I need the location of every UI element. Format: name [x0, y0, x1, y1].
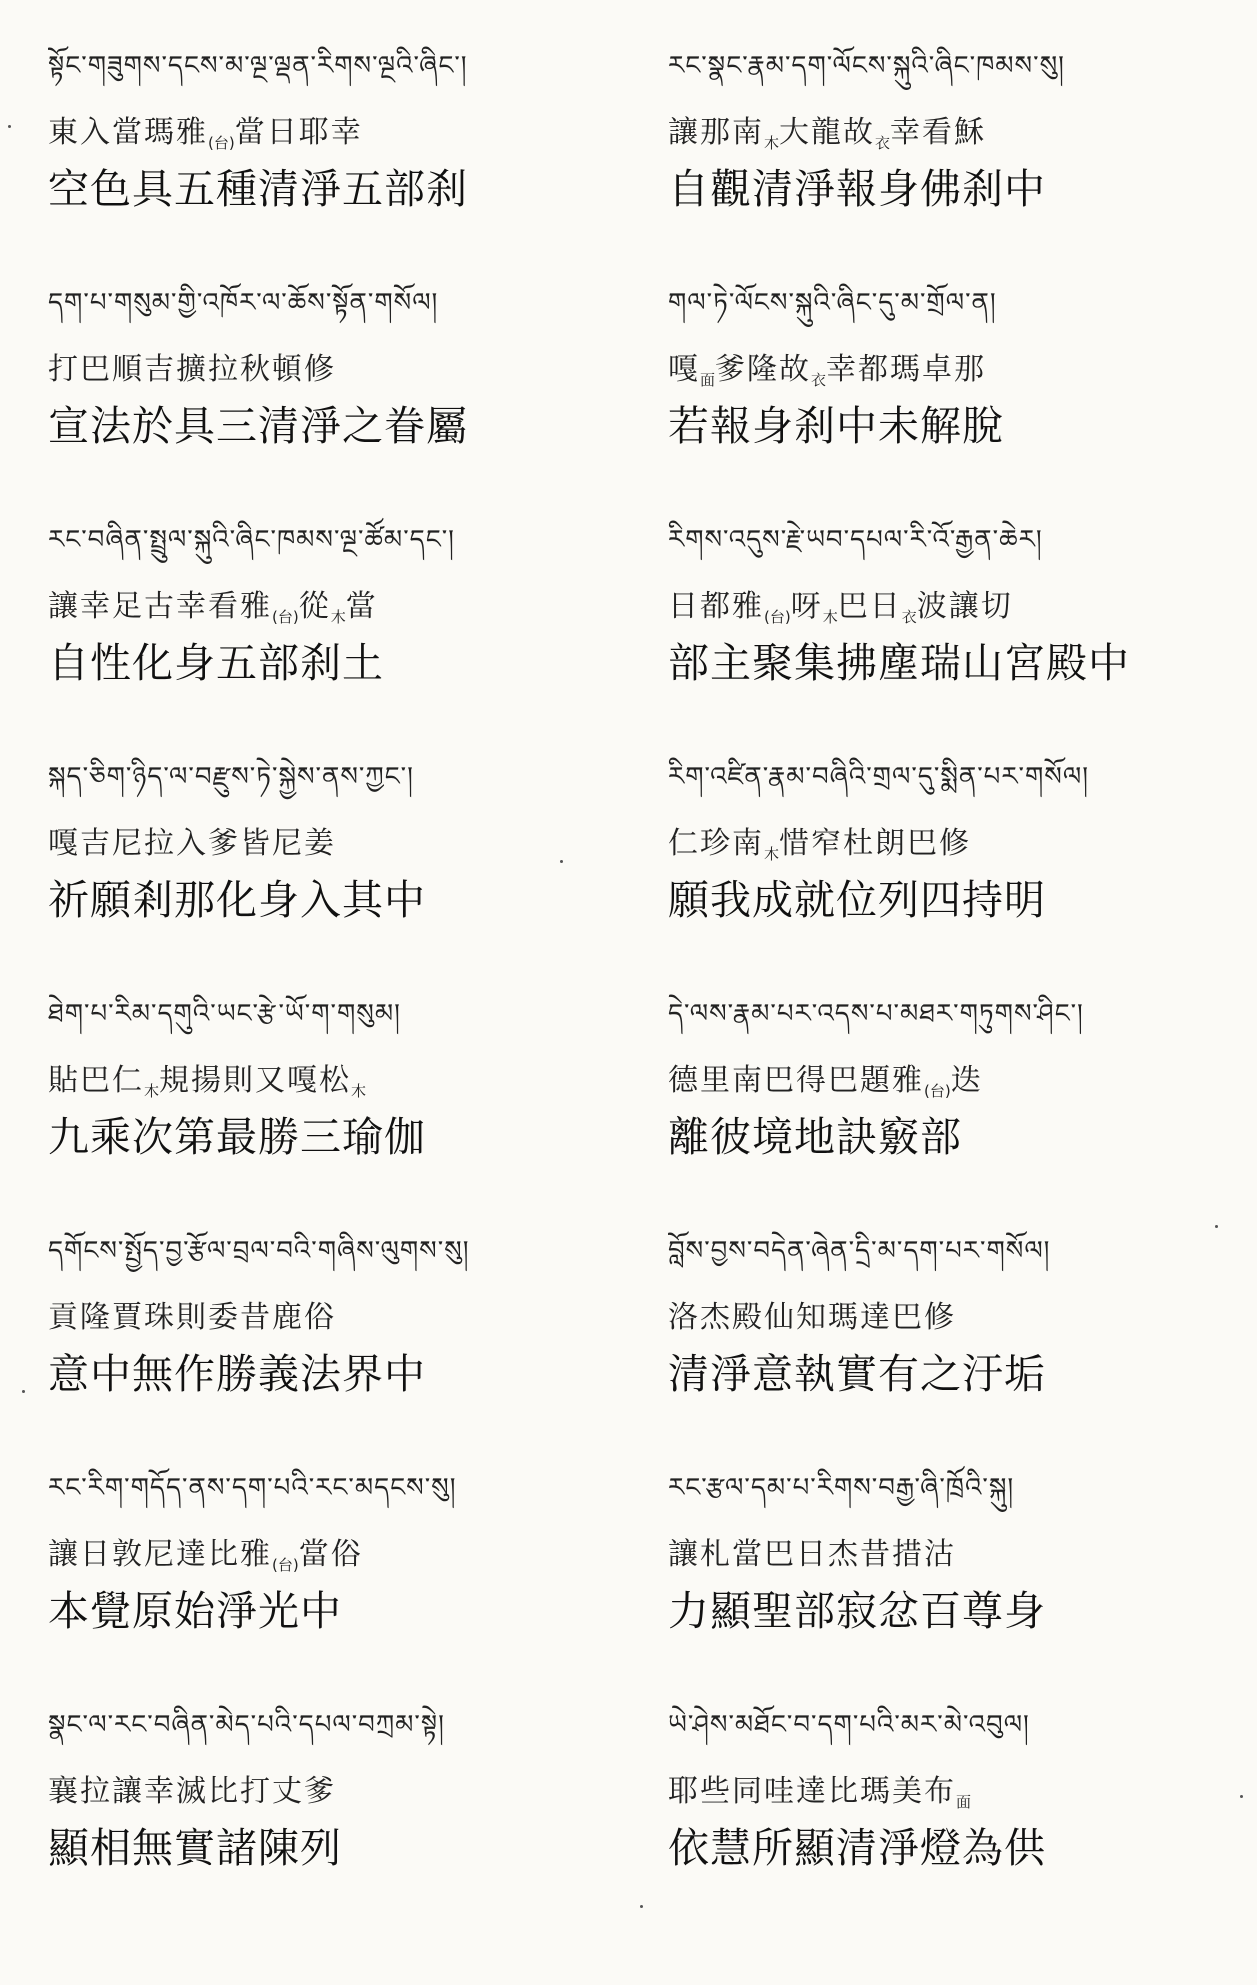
print-speck — [1215, 1225, 1218, 1228]
left-column — [48, 38, 588, 1934]
phonetic-segment: 當 — [345, 589, 378, 624]
chinese-translation: 力顯聖部寂忿百尊身 — [668, 1587, 1046, 1635]
phonetic-segment: 貼巴仁 — [48, 1063, 144, 1098]
tibetan-line: རང་རྩལ་དམ་པ་རིགས་བརྒྱ་ཞི་ཁྲོའི་སྐུ། — [668, 1473, 1015, 1503]
verse-stanza — [48, 275, 588, 512]
phonetic-segment: 爹隆故 — [715, 352, 812, 387]
phonetic-marker: 面 — [700, 371, 716, 389]
phonetic-line — [48, 1534, 588, 1576]
phonetic-line — [48, 112, 588, 154]
phonetic-line — [668, 1297, 1208, 1339]
chinese-translation: 依慧所顯清淨燈為供 — [668, 1824, 1046, 1872]
phonetic-marker: 木 — [351, 1082, 367, 1100]
verse-stanza — [48, 512, 588, 749]
tibetan-line: གལ་ཏེ་ལོངས་སྐུའི་ཞིང་དུ་མ་གྲོལ་ན། — [668, 288, 997, 318]
chinese-translation: 空色具五種清淨五部刹 — [48, 165, 468, 213]
phonetic-segment: 從 — [298, 589, 331, 624]
phonetic-segment: 德里南巴得巴題雅 — [668, 1063, 924, 1098]
tibetan-line: དགོངས་སྤྱོད་བྱ་རྩོལ་བྲལ་བའི་གཞིས་ལུགས་སུ། — [48, 1236, 470, 1266]
phonetic-segment: 嘎 — [668, 352, 700, 387]
chinese-translation: 本覺原始淨光中 — [48, 1587, 342, 1635]
phonetic-segment: 讓幸足古幸看雅 — [48, 589, 272, 624]
tibetan-line: ཐེག་པ་རིམ་དགུའི་ཡང་རྩེ་ཡོ་ག་གསུམ། — [48, 999, 401, 1029]
tibetan-line: སྣང་ལ་རང་བཞིན་མེད་པའི་དཔལ་བཀྲམ་སྟེ། — [48, 1710, 445, 1740]
tibetan-line: རིགས་འདུས་རྗེ་ཡབ་དཔལ་རི་འོ་རྒྱན་ཆེར། — [668, 525, 1043, 555]
tibetan-line: སྟོང་གཟུགས་དངས་མ་ལྔ་ལྡན་རིགས་ལྔའི་ཞིང་། — [48, 51, 468, 81]
phonetic-segment: 規揚則又嘎松 — [159, 1063, 352, 1098]
chinese-translation: 若報身刹中未解脫 — [668, 402, 1004, 450]
phonetic-segment: 東入當瑪雅 — [48, 115, 208, 150]
phonetic-segment: 襄拉讓幸滅比打丈爹 — [48, 1774, 336, 1809]
phonetic-segment: 當俗 — [298, 1537, 363, 1572]
verse-stanza — [668, 512, 1208, 749]
phonetic-line — [668, 1534, 1208, 1576]
phonetic-segment: 讓那南 — [668, 115, 764, 150]
print-speck — [1240, 1795, 1243, 1798]
phonetic-segment: 日都雅 — [668, 589, 764, 624]
phonetic-line — [668, 823, 1208, 865]
tibetan-line: བློས་བྱས་བདེན་ཞེན་དྲི་མ་དག་པར་གསོལ། — [668, 1236, 1051, 1266]
verse-stanza — [668, 38, 1208, 275]
phonetic-line — [48, 1297, 588, 1339]
verse-stanza — [668, 275, 1208, 512]
chinese-translation: 部主聚集拂塵瑞山宮殿中 — [668, 639, 1130, 687]
phonetic-line — [48, 586, 588, 628]
phonetic-marker: 木 — [764, 845, 780, 863]
phonetic-marker: (台) — [272, 1556, 299, 1574]
tibetan-line: ཡེ་ཤེས་མཐོང་བ་དག་པའི་མར་མེ་འབུལ། — [668, 1710, 1030, 1740]
phonetic-marker: (台) — [924, 1082, 951, 1100]
tibetan-line: སྐད་ཅིག་ཉིད་ལ་བརྫུས་ཏེ་སྐྱེས་ནས་ཀྱང་། — [48, 762, 414, 792]
phonetic-segment: 幸都瑪卓那 — [826, 352, 987, 387]
print-speck — [8, 125, 11, 128]
phonetic-segment: 耶些同哇達比瑪美布 — [668, 1774, 956, 1809]
chinese-translation: 清淨意執實有之汙垢 — [668, 1350, 1046, 1398]
verse-stanza — [48, 1697, 588, 1934]
chinese-translation: 自觀清淨報身佛刹中 — [668, 165, 1046, 213]
verse-stanza — [668, 1223, 1208, 1460]
phonetic-segment: 仁珍南 — [668, 826, 764, 861]
tibetan-line: རིག་འཛིན་རྣམ་བཞིའི་གྲལ་དུ་སྨིན་པར་གསོལ། — [668, 762, 1089, 792]
verse-stanza — [668, 1697, 1208, 1934]
chinese-translation: 宣法於具三清淨之眷屬 — [48, 402, 468, 450]
phonetic-segment: 貢隆賈珠則委昔鹿俗 — [48, 1300, 336, 1335]
phonetic-segment: 巴日 — [837, 589, 902, 624]
chinese-translation: 意中無作勝義法界中 — [48, 1350, 426, 1398]
phonetic-line — [668, 112, 1208, 154]
phonetic-line — [48, 349, 588, 391]
verse-stanza — [48, 38, 588, 275]
phonetic-line — [48, 1771, 588, 1813]
phonetic-marker: 衣 — [901, 608, 917, 626]
verse-stanza — [48, 1223, 588, 1460]
phonetic-segment: 惜窄杜朗巴修 — [779, 826, 972, 861]
phonetic-segment: 洛杰殿仙知瑪達巴修 — [668, 1300, 956, 1335]
phonetic-marker: (台) — [208, 134, 235, 152]
phonetic-segment: 讓札當巴日杰昔措沽 — [668, 1537, 956, 1572]
tibetan-line: རང་རིག་གདོད་ནས་དག་པའི་རང་མདངས་སུ། — [48, 1473, 457, 1503]
print-speck — [560, 860, 563, 863]
verse-stanza — [48, 1460, 588, 1697]
chinese-translation: 離彼境地訣竅部 — [668, 1113, 962, 1161]
phonetic-marker: 木 — [330, 608, 346, 626]
phonetic-segment: 呀 — [790, 589, 823, 624]
chinese-translation: 顯相無實諸陳列 — [48, 1824, 342, 1872]
phonetic-marker: 木 — [822, 608, 838, 626]
tibetan-line: རང་སྣང་རྣམ་དག་ལོངས་སྐུའི་ཞིང་ཁམས་སུ། — [668, 51, 1065, 81]
chinese-translation: 九乘次第最勝三瑜伽 — [48, 1113, 426, 1161]
phonetic-line — [668, 1060, 1208, 1102]
phonetic-marker: (台) — [764, 608, 791, 626]
phonetic-segment: 當日耶幸 — [234, 115, 363, 150]
verse-stanza — [668, 1460, 1208, 1697]
phonetic-segment: 嘎吉尼拉入爹皆尼姜 — [48, 826, 336, 861]
phonetic-segment: 迭 — [950, 1063, 983, 1098]
phonetic-line — [668, 1771, 1208, 1813]
verse-stanza — [668, 749, 1208, 986]
verse-stanza — [668, 986, 1208, 1223]
phonetic-marker: 衣 — [875, 134, 891, 152]
phonetic-marker: 木 — [764, 134, 780, 152]
phonetic-segment: 波讓切 — [916, 589, 1013, 624]
phonetic-line — [668, 586, 1208, 628]
print-speck — [22, 1390, 25, 1393]
chinese-translation: 自性化身五部刹土 — [48, 639, 384, 687]
tibetan-line: དག་པ་གསུམ་གྱི་འཁོར་ལ་ཆོས་སྟོན་གསོལ། — [48, 288, 439, 318]
phonetic-segment: 讓日敦尼達比雅 — [48, 1537, 272, 1572]
phonetic-line — [668, 349, 1208, 391]
phonetic-segment: 打巴順吉擴拉秋頓修 — [48, 352, 336, 387]
phonetic-marker: 面 — [956, 1793, 972, 1811]
tibetan-line: དེ་ལས་རྣམ་པར་འདས་པ་མཐར་གཏུགས་ཤིང་། — [668, 999, 1084, 1029]
phonetic-marker: 衣 — [811, 371, 827, 389]
chinese-translation: 祈願剎那化身入其中 — [48, 876, 426, 924]
phonetic-line — [48, 1060, 588, 1102]
chinese-translation: 願我成就位列四持明 — [668, 876, 1046, 924]
phonetic-line — [48, 823, 588, 865]
verse-stanza — [48, 986, 588, 1223]
print-speck — [640, 1905, 643, 1908]
tibetan-line: རང་བཞིན་སྤྲུལ་སྐུའི་ཞིང་ཁམས་ལྔ་ཚོམ་དང་། — [48, 525, 455, 555]
phonetic-segment: 大龍故 — [779, 115, 876, 150]
right-column — [668, 38, 1208, 1934]
phonetic-marker: (台) — [272, 608, 299, 626]
phonetic-marker: 木 — [144, 1082, 160, 1100]
phonetic-segment: 幸看穌 — [890, 115, 987, 150]
verse-stanza — [48, 749, 588, 986]
